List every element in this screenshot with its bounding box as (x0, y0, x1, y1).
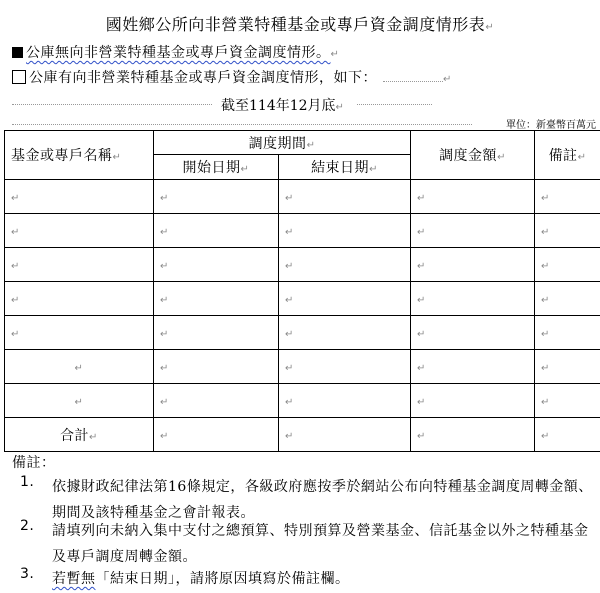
cell-start-date[interactable] (154, 282, 279, 316)
cell-mark: ↵ (369, 164, 378, 175)
header-remark: 備註↵ (535, 131, 600, 180)
cell-mark: ↵ (577, 152, 587, 163)
cell-mark: ↵ (240, 164, 250, 175)
cell-remark[interactable] (535, 418, 600, 452)
cell-mark: ↵ (160, 294, 169, 306)
cell-fund-name[interactable] (5, 180, 154, 214)
table-row (5, 350, 600, 384)
cell-fund-name[interactable] (5, 384, 154, 418)
cell-remark[interactable] (535, 384, 600, 418)
header-period: 調度期間↵ (154, 131, 411, 155)
table-header-row (5, 131, 600, 155)
cell-amount[interactable] (411, 214, 535, 248)
note-number: 2. (20, 518, 35, 534)
cell-mark: ↵ (285, 260, 294, 272)
cell-mark: ↵ (285, 328, 294, 340)
cell-end-date[interactable] (279, 350, 411, 384)
note-text (52, 566, 597, 592)
cell-end-date[interactable] (279, 214, 411, 248)
cell-mark: ↵ (160, 328, 169, 340)
cell-start-date[interactable] (154, 248, 279, 282)
option-no-transfer-label: 公庫無向非營業特種基金或專戶資金調度情形。 (26, 45, 331, 61)
cell-mark: ↵ (11, 294, 20, 306)
note-text: 請填列向未納入集中支付之總預算、特別預算及營業基金、信託基金以外之特種基金及專戶調度周轉金額。 (52, 523, 589, 565)
cell-mark: ↵ (541, 226, 550, 238)
cell-start-date[interactable] (154, 384, 279, 418)
cell-remark[interactable] (535, 180, 600, 214)
cell-mark: ↵ (541, 430, 550, 442)
cell-amount[interactable] (411, 350, 535, 384)
cell-end-date[interactable] (279, 418, 411, 452)
cell-amount[interactable] (411, 316, 535, 350)
dotted-leader (12, 104, 212, 105)
table-row (5, 214, 600, 248)
cell-mark: ↵ (541, 192, 550, 204)
table-row (5, 282, 600, 316)
header-amount: 調度金額↵ (411, 131, 535, 180)
table-row (5, 248, 600, 282)
cell-mark: ↵ (417, 294, 426, 306)
cell-mark: ↵ (541, 294, 550, 306)
total-label: 合計 (60, 427, 90, 444)
cell-remark[interactable] (535, 282, 600, 316)
as-of-date: 截至114年12月底↵ (217, 95, 348, 115)
cell-mark: ↵ (306, 139, 316, 151)
cell-mark: ↵ (417, 192, 426, 204)
cell-amount[interactable] (411, 384, 535, 418)
cell-start-date[interactable] (154, 214, 279, 248)
paragraph-mark: ↵ (443, 74, 452, 85)
paragraph-mark: ↵ (335, 102, 344, 113)
unit-label: 單位：新臺幣百萬元 (506, 120, 596, 131)
cell-end-date[interactable] (279, 282, 411, 316)
cell-mark: ↵ (11, 328, 20, 340)
cell-mark: ↵ (285, 430, 294, 442)
cell-remark[interactable] (535, 248, 600, 282)
dotted-leader (357, 104, 432, 105)
cell-mark: ↵ (541, 260, 550, 272)
cell-mark: ↵ (160, 192, 169, 204)
cell-amount[interactable] (411, 418, 535, 452)
option-no-transfer (12, 42, 339, 62)
table-row (5, 316, 600, 350)
option-has-transfer (12, 67, 452, 87)
note-number: 1. (20, 474, 35, 490)
table-row (5, 384, 600, 418)
cell-mark: ↵ (89, 431, 98, 443)
cell-mark: ↵ (160, 260, 169, 272)
cell-mark: ↵ (285, 362, 294, 374)
cell-mark: ↵ (541, 328, 550, 340)
header-start-date: 開始日期↵ (154, 155, 279, 180)
cell-remark[interactable] (535, 316, 600, 350)
cell-remark[interactable] (535, 214, 600, 248)
table-body (5, 180, 600, 452)
cell-mark: ↵ (497, 152, 506, 163)
cell-start-date[interactable] (154, 350, 279, 384)
cell-mark: ↵ (417, 430, 426, 442)
cell-mark: ↵ (417, 396, 426, 408)
cell-mark: ↵ (417, 260, 426, 272)
cell-mark: ↵ (11, 260, 20, 272)
cell-amount[interactable] (411, 282, 535, 316)
cell-start-date[interactable] (154, 180, 279, 214)
cell-mark: ↵ (112, 152, 122, 163)
cell-mark: ↵ (417, 226, 426, 238)
cell-start-date[interactable] (154, 418, 279, 452)
unchecked-box-icon[interactable] (12, 70, 26, 84)
fund-transfer-table (4, 130, 600, 452)
cell-mark: ↵ (160, 226, 169, 238)
dotted-leader (12, 124, 472, 125)
header-end-date: 結束日期↵ (279, 155, 411, 180)
note-text-part: 若暫無 (52, 571, 96, 587)
cell-fund-name[interactable] (5, 316, 154, 350)
note-text-part: 「結束日期」，請將原因填寫於備註欄。 (95, 571, 350, 587)
cell-mark: ↵ (541, 396, 550, 408)
cell-mark: ↵ (160, 396, 169, 408)
note-number: 3. (20, 566, 35, 582)
cell-mark: ↵ (285, 192, 294, 204)
cell-mark: ↵ (11, 226, 20, 238)
table-row (5, 180, 600, 214)
cell-mark: ↵ (160, 362, 169, 374)
paragraph-mark: ↵ (330, 49, 340, 60)
cell-amount[interactable] (411, 248, 535, 282)
unit-row (12, 116, 598, 130)
note-text: 依據財政紀律法第16條規定，各級政府應按季於網站公布向特種基金調度周轉金額、期間及該特種基金之會計報表。 (52, 479, 593, 521)
cell-mark: ↵ (285, 294, 294, 306)
paragraph-mark: ↵ (485, 22, 495, 33)
checked-box-icon[interactable] (12, 47, 23, 58)
header-fund-name: 基金或專戶名稱↵ (5, 131, 154, 180)
cell-mark: ↵ (417, 328, 426, 340)
cell-fund-name[interactable] (5, 282, 154, 316)
cell-mark: ↵ (285, 226, 294, 238)
cell-mark: ↵ (285, 396, 294, 408)
cell-mark: ↵ (74, 362, 84, 374)
cell-end-date[interactable] (279, 180, 411, 214)
cell-mark: ↵ (160, 430, 169, 442)
as-of-row (12, 95, 432, 113)
table-total-row (5, 418, 600, 452)
cell-amount[interactable] (411, 180, 535, 214)
cell-fund-name[interactable] (5, 214, 154, 248)
cell-mark: ↵ (417, 362, 426, 374)
dotted-leader (383, 71, 443, 82)
cell-total-label (5, 418, 154, 452)
notes-title: 備註： (12, 455, 56, 471)
cell-fund-name[interactable] (5, 350, 154, 384)
cell-start-date[interactable] (154, 316, 279, 350)
page-title: 國姓鄉公所向非營業特種基金或專戶資金調度情形表↵ (105, 15, 495, 34)
cell-mark: ↵ (74, 396, 84, 408)
cell-fund-name[interactable] (5, 248, 154, 282)
option-has-transfer-label: 公庫有向非營業特種基金或專戶資金調度情形，如下： (29, 70, 377, 86)
cell-end-date[interactable] (279, 316, 411, 350)
cell-end-date[interactable] (279, 248, 411, 282)
cell-remark[interactable] (535, 350, 600, 384)
cell-mark: ↵ (11, 192, 20, 204)
cell-end-date[interactable] (279, 384, 411, 418)
cell-mark: ↵ (541, 362, 550, 374)
